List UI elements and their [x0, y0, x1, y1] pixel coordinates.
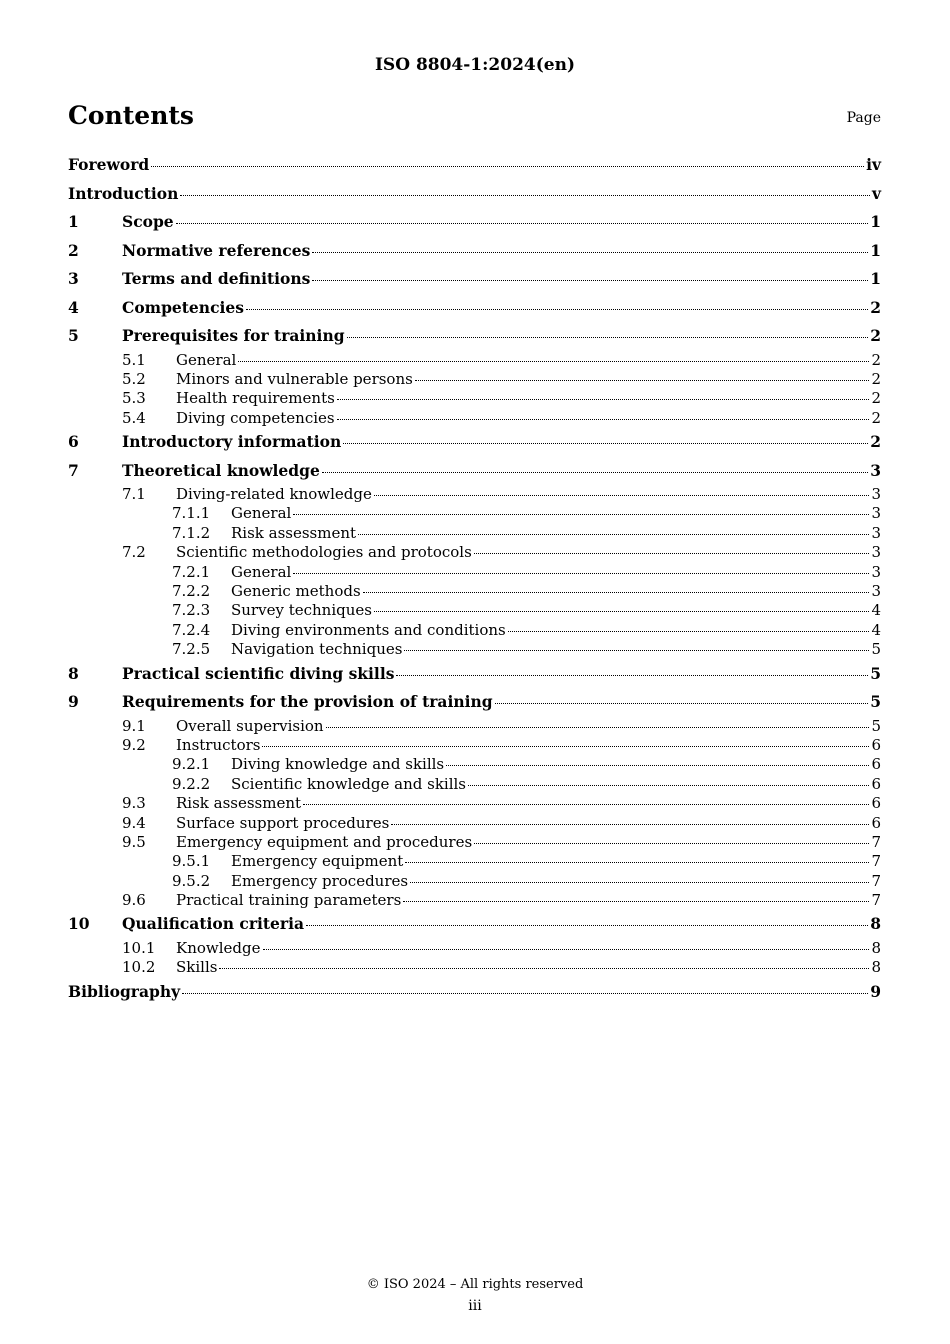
toc-entry-page[interactable]: 1: [870, 269, 881, 288]
toc-entry[interactable]: [68, 409, 881, 428]
toc-entry-title[interactable]: Overall supervision: [176, 716, 324, 735]
toc-entry[interactable]: [68, 504, 881, 523]
toc-entry-title[interactable]: Bibliography: [68, 981, 181, 1001]
toc-entry-page[interactable]: 7: [871, 852, 881, 871]
toc-entry-number: 7.2.4: [172, 620, 211, 639]
toc-entry-title[interactable]: Surface support procedures: [176, 813, 390, 832]
toc-entry-number: 7.2: [122, 543, 146, 562]
toc-entry-number: 4: [68, 297, 79, 317]
toc-entry-page[interactable]: 7: [871, 871, 881, 890]
toc-entry-number: 9.5.2: [172, 871, 211, 890]
toc-dot-leader: [343, 443, 868, 444]
toc-entry-number: 9.4: [122, 813, 146, 832]
toc-entry-title[interactable]: Emergency procedures: [231, 871, 409, 890]
toc-dot-leader: [182, 993, 868, 994]
toc-entry-page[interactable]: 7: [871, 891, 881, 910]
toc-entry-page[interactable]: 3: [871, 485, 881, 504]
toc-entry-title[interactable]: Scope: [122, 212, 174, 231]
toc-entry-title[interactable]: Practical training parameters: [176, 891, 402, 910]
toc-entry-page[interactable]: 5: [870, 692, 881, 712]
toc-entry[interactable]: [68, 322, 881, 351]
toc-entry-page[interactable]: 3: [871, 582, 881, 601]
page-number: iii: [468, 1298, 482, 1314]
toc-entry[interactable]: [68, 852, 881, 871]
toc-entry-page[interactable]: 3: [871, 543, 881, 562]
toc-entry-number: 5.3: [122, 389, 146, 408]
toc-dot-leader: [508, 631, 870, 632]
toc-entry-number: 10: [68, 914, 90, 934]
toc-dot-leader: [446, 765, 869, 766]
toc-entry[interactable]: [68, 582, 881, 601]
toc-dot-leader: [238, 361, 869, 362]
toc-dot-leader: [337, 419, 870, 420]
toc-entry-page[interactable]: 1: [870, 240, 881, 260]
toc-entry-number: 9.1: [122, 716, 146, 735]
toc-dot-leader: [219, 968, 869, 969]
toc-entry-page[interactable]: v: [871, 183, 881, 203]
toc-entry-page[interactable]: 3: [871, 562, 881, 581]
toc-entry-page[interactable]: 4: [871, 601, 881, 620]
toc-dot-leader: [151, 166, 864, 167]
toc-entry-page[interactable]: 6: [871, 774, 881, 793]
toc-entry-number: 5.4: [122, 408, 146, 427]
toc-entry-title[interactable]: General: [176, 350, 237, 369]
toc-dot-leader: [176, 223, 869, 224]
toc-dot-leader: [246, 309, 868, 310]
toc-entry-title[interactable]: Risk assessment: [231, 523, 357, 542]
toc-entry-title[interactable]: Competencies: [122, 297, 244, 317]
toc-dot-leader: [322, 472, 868, 473]
toc-dot-leader: [263, 949, 870, 950]
toc-entry-number: 9.2.2: [172, 774, 211, 793]
toc-entry-title[interactable]: Introductory information: [122, 432, 342, 452]
toc-entry-title[interactable]: Diving knowledge and skills: [231, 755, 445, 774]
toc-entry-title[interactable]: Instructors: [176, 735, 261, 754]
toc-entry-page[interactable]: 2: [870, 297, 881, 317]
toc-entry-number: 7.2.1: [172, 562, 211, 581]
toc-dot-leader: [326, 727, 870, 728]
toc-entry-title[interactable]: Prerequisites for training: [122, 326, 345, 345]
toc-entry[interactable]: [68, 351, 881, 370]
toc-entry-title[interactable]: Emergency equipment and procedures: [176, 832, 473, 851]
toc-entry-page[interactable]: 8: [870, 914, 881, 934]
toc-entry[interactable]: [68, 370, 881, 389]
table-of-contents: [68, 151, 881, 1006]
toc-dot-leader: [358, 534, 869, 535]
toc-entry-number: 2: [68, 240, 79, 260]
toc-entry[interactable]: [68, 180, 881, 209]
toc-dot-leader: [405, 862, 869, 863]
toc-dot-leader: [415, 380, 870, 381]
toc-entry-title[interactable]: Scientific knowledge and skills: [231, 774, 467, 793]
toc-entry[interactable]: [68, 237, 881, 266]
toc-entry-number: 7.2.3: [172, 601, 211, 620]
toc-entry[interactable]: [68, 891, 881, 910]
toc-entry-number: 7.1.1: [172, 504, 211, 523]
toc-entry-title[interactable]: General: [231, 504, 292, 523]
toc-dot-leader: [474, 553, 870, 554]
toc-entry[interactable]: [68, 524, 881, 543]
toc-entry[interactable]: [68, 910, 881, 939]
toc-entry-title[interactable]: Generic methods: [231, 582, 361, 601]
toc-entry[interactable]: [68, 794, 881, 813]
document-id: ISO 8804-1:2024(en): [374, 55, 575, 75]
toc-entry-page[interactable]: 2: [870, 432, 881, 452]
toc-entry[interactable]: [68, 872, 881, 891]
page-column-label: Page: [846, 110, 881, 126]
toc-entry-page[interactable]: 2: [870, 326, 881, 345]
toc-entry-title[interactable]: Scientific methodologies and protocols: [176, 543, 472, 562]
toc-entry[interactable]: [68, 208, 881, 237]
toc-dot-leader: [312, 280, 868, 281]
toc-entry[interactable]: [68, 428, 881, 457]
toc-entry[interactable]: [68, 978, 881, 1007]
toc-entry-number: 5: [68, 326, 79, 345]
toc-entry-page[interactable]: iv: [866, 155, 881, 174]
toc-entry-title[interactable]: Navigation techniques: [231, 640, 403, 659]
toc-entry-page[interactable]: 6: [871, 755, 881, 774]
toc-entry-number: 7: [68, 460, 79, 480]
toc-entry[interactable]: [68, 814, 881, 833]
toc-dot-leader: [180, 195, 870, 196]
toc-entry-page[interactable]: 8: [871, 938, 881, 957]
toc-entry-page[interactable]: 3: [870, 460, 881, 480]
toc-entry-number: 8: [68, 663, 79, 683]
toc-entry[interactable]: [68, 621, 881, 640]
toc-entry-page[interactable]: 8: [871, 958, 881, 977]
toc-entry[interactable]: [68, 717, 881, 736]
toc-entry-page[interactable]: 2: [871, 350, 881, 369]
toc-entry-title[interactable]: Health requirements: [176, 389, 335, 408]
toc-entry-title[interactable]: Diving environments and conditions: [231, 620, 506, 639]
toc-entry-page[interactable]: 6: [871, 794, 881, 813]
toc-entry-title[interactable]: Foreword: [68, 155, 150, 174]
toc-entry[interactable]: [68, 543, 881, 562]
toc-entry[interactable]: [68, 294, 881, 323]
toc-dot-leader: [347, 337, 869, 338]
toc-dot-leader: [410, 882, 869, 883]
toc-entry[interactable]: [68, 640, 881, 659]
toc-entry-page[interactable]: 2: [871, 408, 881, 427]
toc-entry[interactable]: [68, 755, 881, 774]
toc-entry-title[interactable]: Practical scientific diving skills: [122, 663, 395, 683]
toc-entry[interactable]: [68, 833, 881, 852]
toc-dot-leader: [337, 399, 870, 400]
toc-dot-leader: [303, 804, 869, 805]
toc-entry[interactable]: [68, 736, 881, 755]
toc-entry-title[interactable]: Knowledge: [176, 938, 261, 957]
toc-entry-number: 1: [68, 212, 79, 231]
toc-dot-leader: [396, 675, 868, 676]
toc-entry[interactable]: [68, 775, 881, 794]
toc-entry-page[interactable]: 3: [871, 523, 881, 542]
toc-entry-page[interactable]: 2: [871, 389, 881, 408]
toc-entry-page[interactable]: 2: [871, 369, 881, 388]
toc-entry-number: 7.1: [122, 485, 146, 504]
toc-entry-number: 9.2: [122, 735, 146, 754]
toc-entry[interactable]: [68, 485, 881, 504]
toc-entry-number: 9.5.1: [172, 852, 211, 871]
toc-dot-leader: [293, 514, 869, 515]
toc-dot-leader: [293, 573, 869, 574]
toc-entry-page[interactable]: 5: [870, 663, 881, 683]
toc-entry-number: 9.5: [122, 832, 146, 851]
toc-dot-leader: [404, 650, 869, 651]
toc-entry-page[interactable]: 4: [871, 620, 881, 639]
toc-entry-number: 9.2.1: [172, 755, 211, 774]
toc-entry-number: 7.2.2: [172, 582, 211, 601]
toc-entry[interactable]: [68, 601, 881, 620]
toc-dot-leader: [403, 901, 869, 902]
toc-entry[interactable]: [68, 958, 881, 977]
toc-entry-number: 9.3: [122, 794, 146, 813]
toc-entry-title[interactable]: Terms and definitions: [122, 269, 311, 288]
toc-entry-page[interactable]: 7: [871, 832, 881, 851]
toc-entry-title[interactable]: Survey techniques: [231, 601, 372, 620]
toc-entry-title[interactable]: Diving-related knowledge: [176, 485, 372, 504]
toc-entry-number: 9: [68, 692, 79, 712]
toc-entry[interactable]: [68, 457, 881, 486]
contents-heading: Contents: [68, 101, 195, 130]
toc-entry[interactable]: [68, 660, 881, 689]
toc-entry-number: 10.2: [122, 958, 156, 977]
toc-entry[interactable]: [68, 389, 881, 408]
toc-entry-title[interactable]: Qualification criteria: [122, 914, 305, 934]
toc-entry-number: 3: [68, 269, 79, 288]
toc-entry-page[interactable]: 6: [871, 813, 881, 832]
toc-entry-number: 7.2.5: [172, 640, 211, 659]
toc-entry-title[interactable]: Minors and vulnerable persons: [176, 369, 413, 388]
toc-dot-leader: [474, 843, 869, 844]
toc-entry-title[interactable]: General: [231, 562, 292, 581]
toc-entry[interactable]: [68, 151, 881, 180]
toc-entry-page[interactable]: 6: [871, 735, 881, 754]
toc-entry-title[interactable]: Normative references: [122, 240, 311, 260]
toc-entry-title[interactable]: Skills: [176, 958, 218, 977]
toc-entry[interactable]: [68, 563, 881, 582]
toc-entry-title[interactable]: Introduction: [68, 183, 179, 203]
toc-dot-leader: [374, 611, 869, 612]
toc-entry-title[interactable]: Diving competencies: [176, 408, 335, 427]
toc-dot-leader: [306, 925, 868, 926]
toc-entry-title[interactable]: Theoretical knowledge: [122, 460, 320, 480]
toc-dot-leader: [391, 824, 869, 825]
toc-entry-page[interactable]: 9: [870, 981, 881, 1001]
toc-dot-leader: [468, 785, 869, 786]
toc-entry[interactable]: [68, 939, 881, 958]
toc-dot-leader: [495, 703, 869, 704]
toc-entry-number: 5.2: [122, 369, 146, 388]
toc-entry-number: 6: [68, 432, 79, 452]
toc-entry-title[interactable]: Requirements for the provision of training: [122, 692, 493, 712]
toc-entry[interactable]: [68, 688, 881, 717]
toc-entry-number: 5.1: [122, 350, 146, 369]
toc-entry-number: 10.1: [122, 938, 156, 957]
copyright-notice: © ISO 2024 – All rights reserved: [366, 1277, 584, 1292]
toc-entry-title[interactable]: Emergency equipment: [231, 852, 404, 871]
toc-entry-number: 7.1.2: [172, 523, 211, 542]
toc-entry-page[interactable]: 1: [870, 212, 881, 231]
toc-entry-title[interactable]: Risk assessment: [176, 794, 302, 813]
toc-dot-leader: [374, 495, 870, 496]
toc-entry-page[interactable]: 3: [871, 504, 881, 523]
toc-entry[interactable]: [68, 265, 881, 294]
toc-entry-number: 9.6: [122, 891, 146, 910]
toc-entry-page[interactable]: 5: [871, 640, 881, 659]
toc-entry-page[interactable]: 5: [871, 716, 881, 735]
toc-dot-leader: [312, 252, 868, 253]
toc-dot-leader: [262, 746, 869, 747]
toc-dot-leader: [363, 592, 870, 593]
